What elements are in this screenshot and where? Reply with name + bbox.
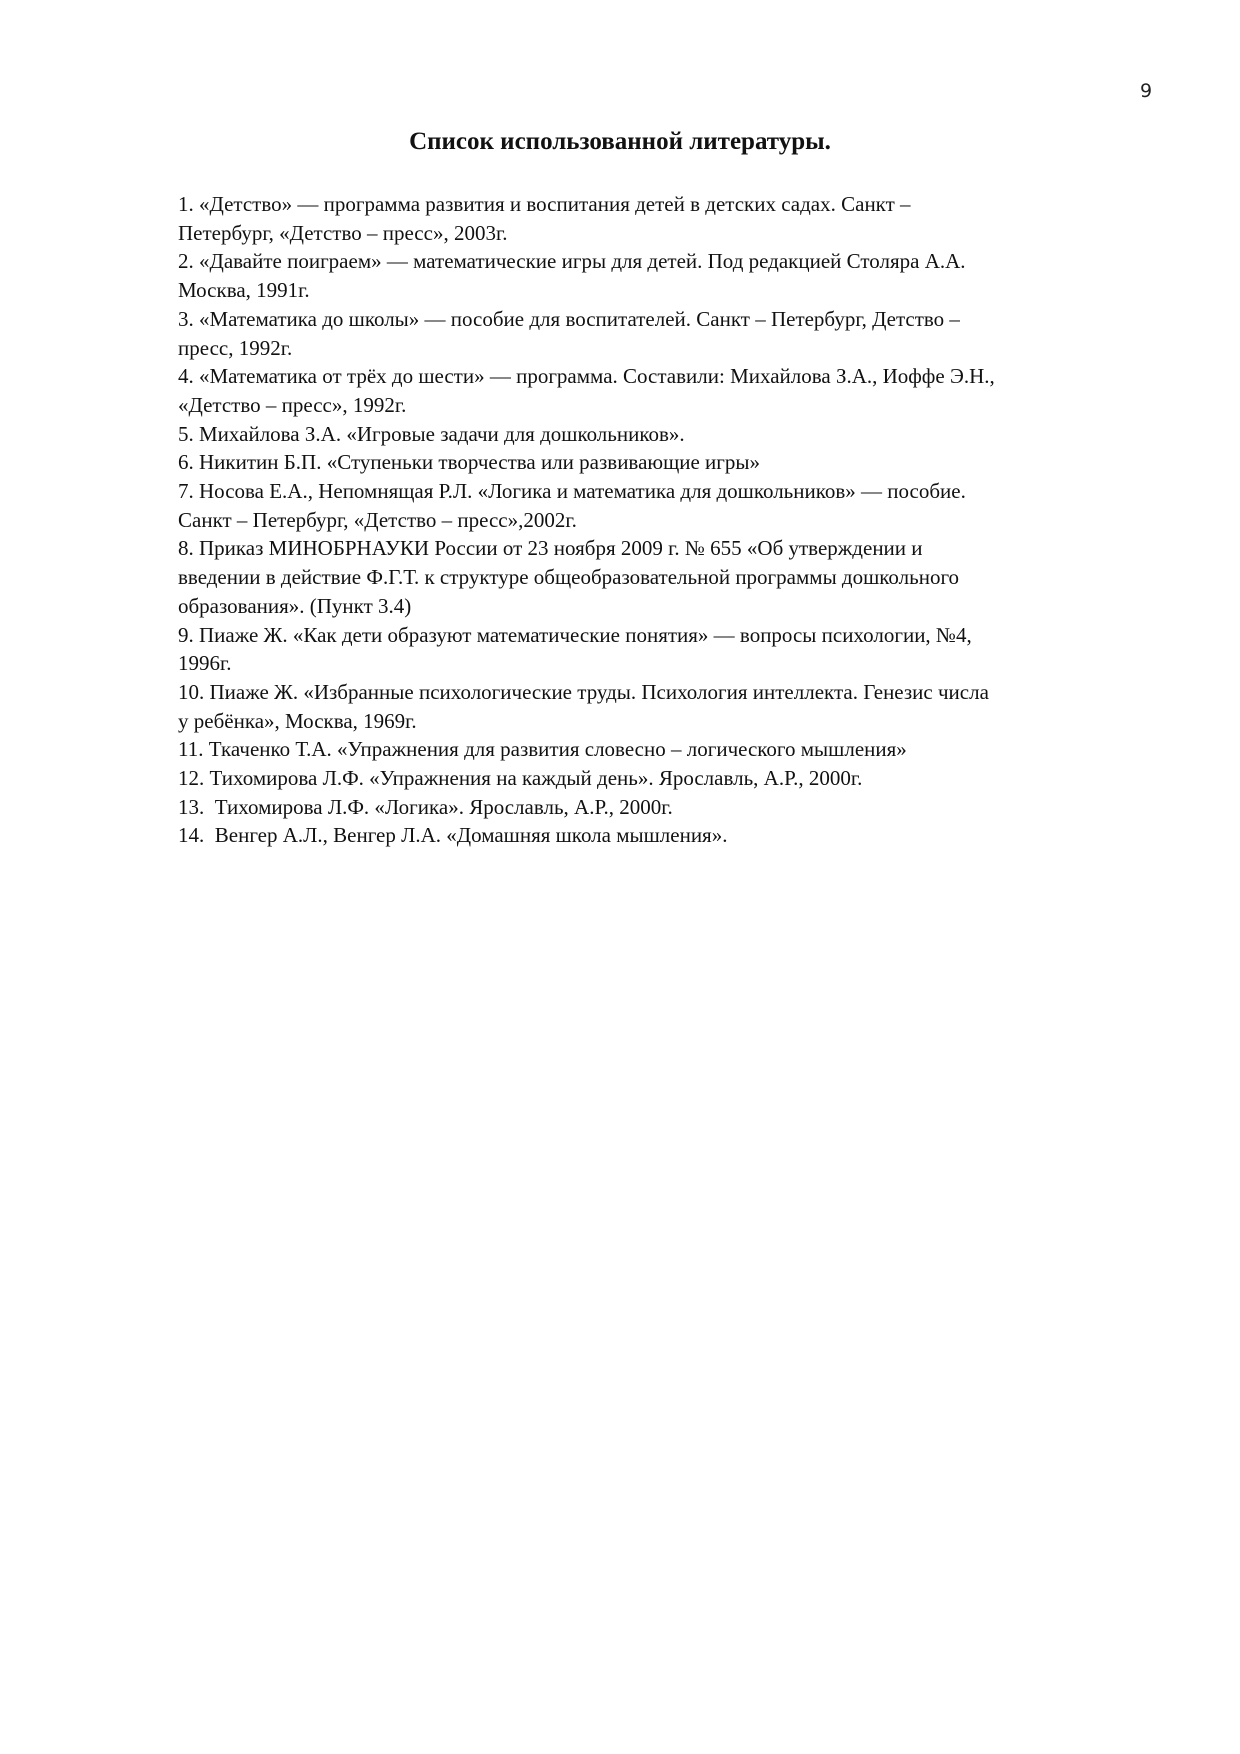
reference-item: 3. «Математика до школы» — пособие для воспитателей. Санкт – Петербург, Детство – пресс, 1992г. (178, 306, 960, 360)
reference-item: 8. Приказ МИНОБРНАУКИ России от 23 ноября 2009 г. № 655 «Об утверждении и введении в действие Ф.Г.Т. к структуре общеобразовательной программы дошкольного образования». (Пункт 3.4) (178, 536, 960, 618)
page-number: 9 (1140, 80, 1153, 102)
reference-item: 11. Ткаченко Т.А. «Упражнения для развития словесно – логического мышления» (178, 737, 907, 762)
reference-item: 9. Пиаже Ж. «Как дети образуют математические понятия» — вопросы психологии, №4, 1996г. (178, 622, 972, 676)
reference-item: 1. «Детство» — программа развития и воспитания детей в детских садах. Санкт – Петербург, «Детство – пресс», 2003г. (178, 192, 911, 245)
reference-item: 14. Венгер А.Л., Венгер Л.А. «Домашняя школа мышления». (178, 823, 728, 848)
reference-item: 10. Пиаже Ж. «Избранные психологические труды. Психология интеллекта. Генезис числа у ребёнка», Москва, 1969г. (178, 679, 989, 733)
reference-item: 2. «Давайте поиграем» — математические игры для детей. Под редакцией Столяра А.А. Москва, 1991г. (178, 249, 966, 303)
reference-item: 5. Михайлова З.А. «Игровые задачи для дошкольников». (178, 421, 685, 446)
reference-item: 12. Тихомирова Л.Ф. «Упражнения на каждый день». Ярославль, А.Р., 2000г. (178, 766, 863, 791)
page-title: Список использованной литературы. (409, 128, 831, 155)
reference-item: 13. Тихомирова Л.Ф. «Логика». Ярославль, А.Р., 2000г. (178, 794, 673, 819)
reference-item: 4. «Математика от трёх до шести» — программа. Составили: Михайлова З.А., Иоффе Э.Н., «Детство – пресс», 1992г. (178, 364, 995, 417)
reference-item: 6. Никитин Б.П. «Ступеньки творчества или развивающие игры» (178, 450, 761, 475)
reference-item: 7. Носова Е.А., Непомнящая Р.Л. «Логика и математика для дошкольников» — пособие. Санкт – Петербург, «Детство – пресс»,2002г. (178, 479, 966, 532)
reference-list (178, 190, 1168, 850)
